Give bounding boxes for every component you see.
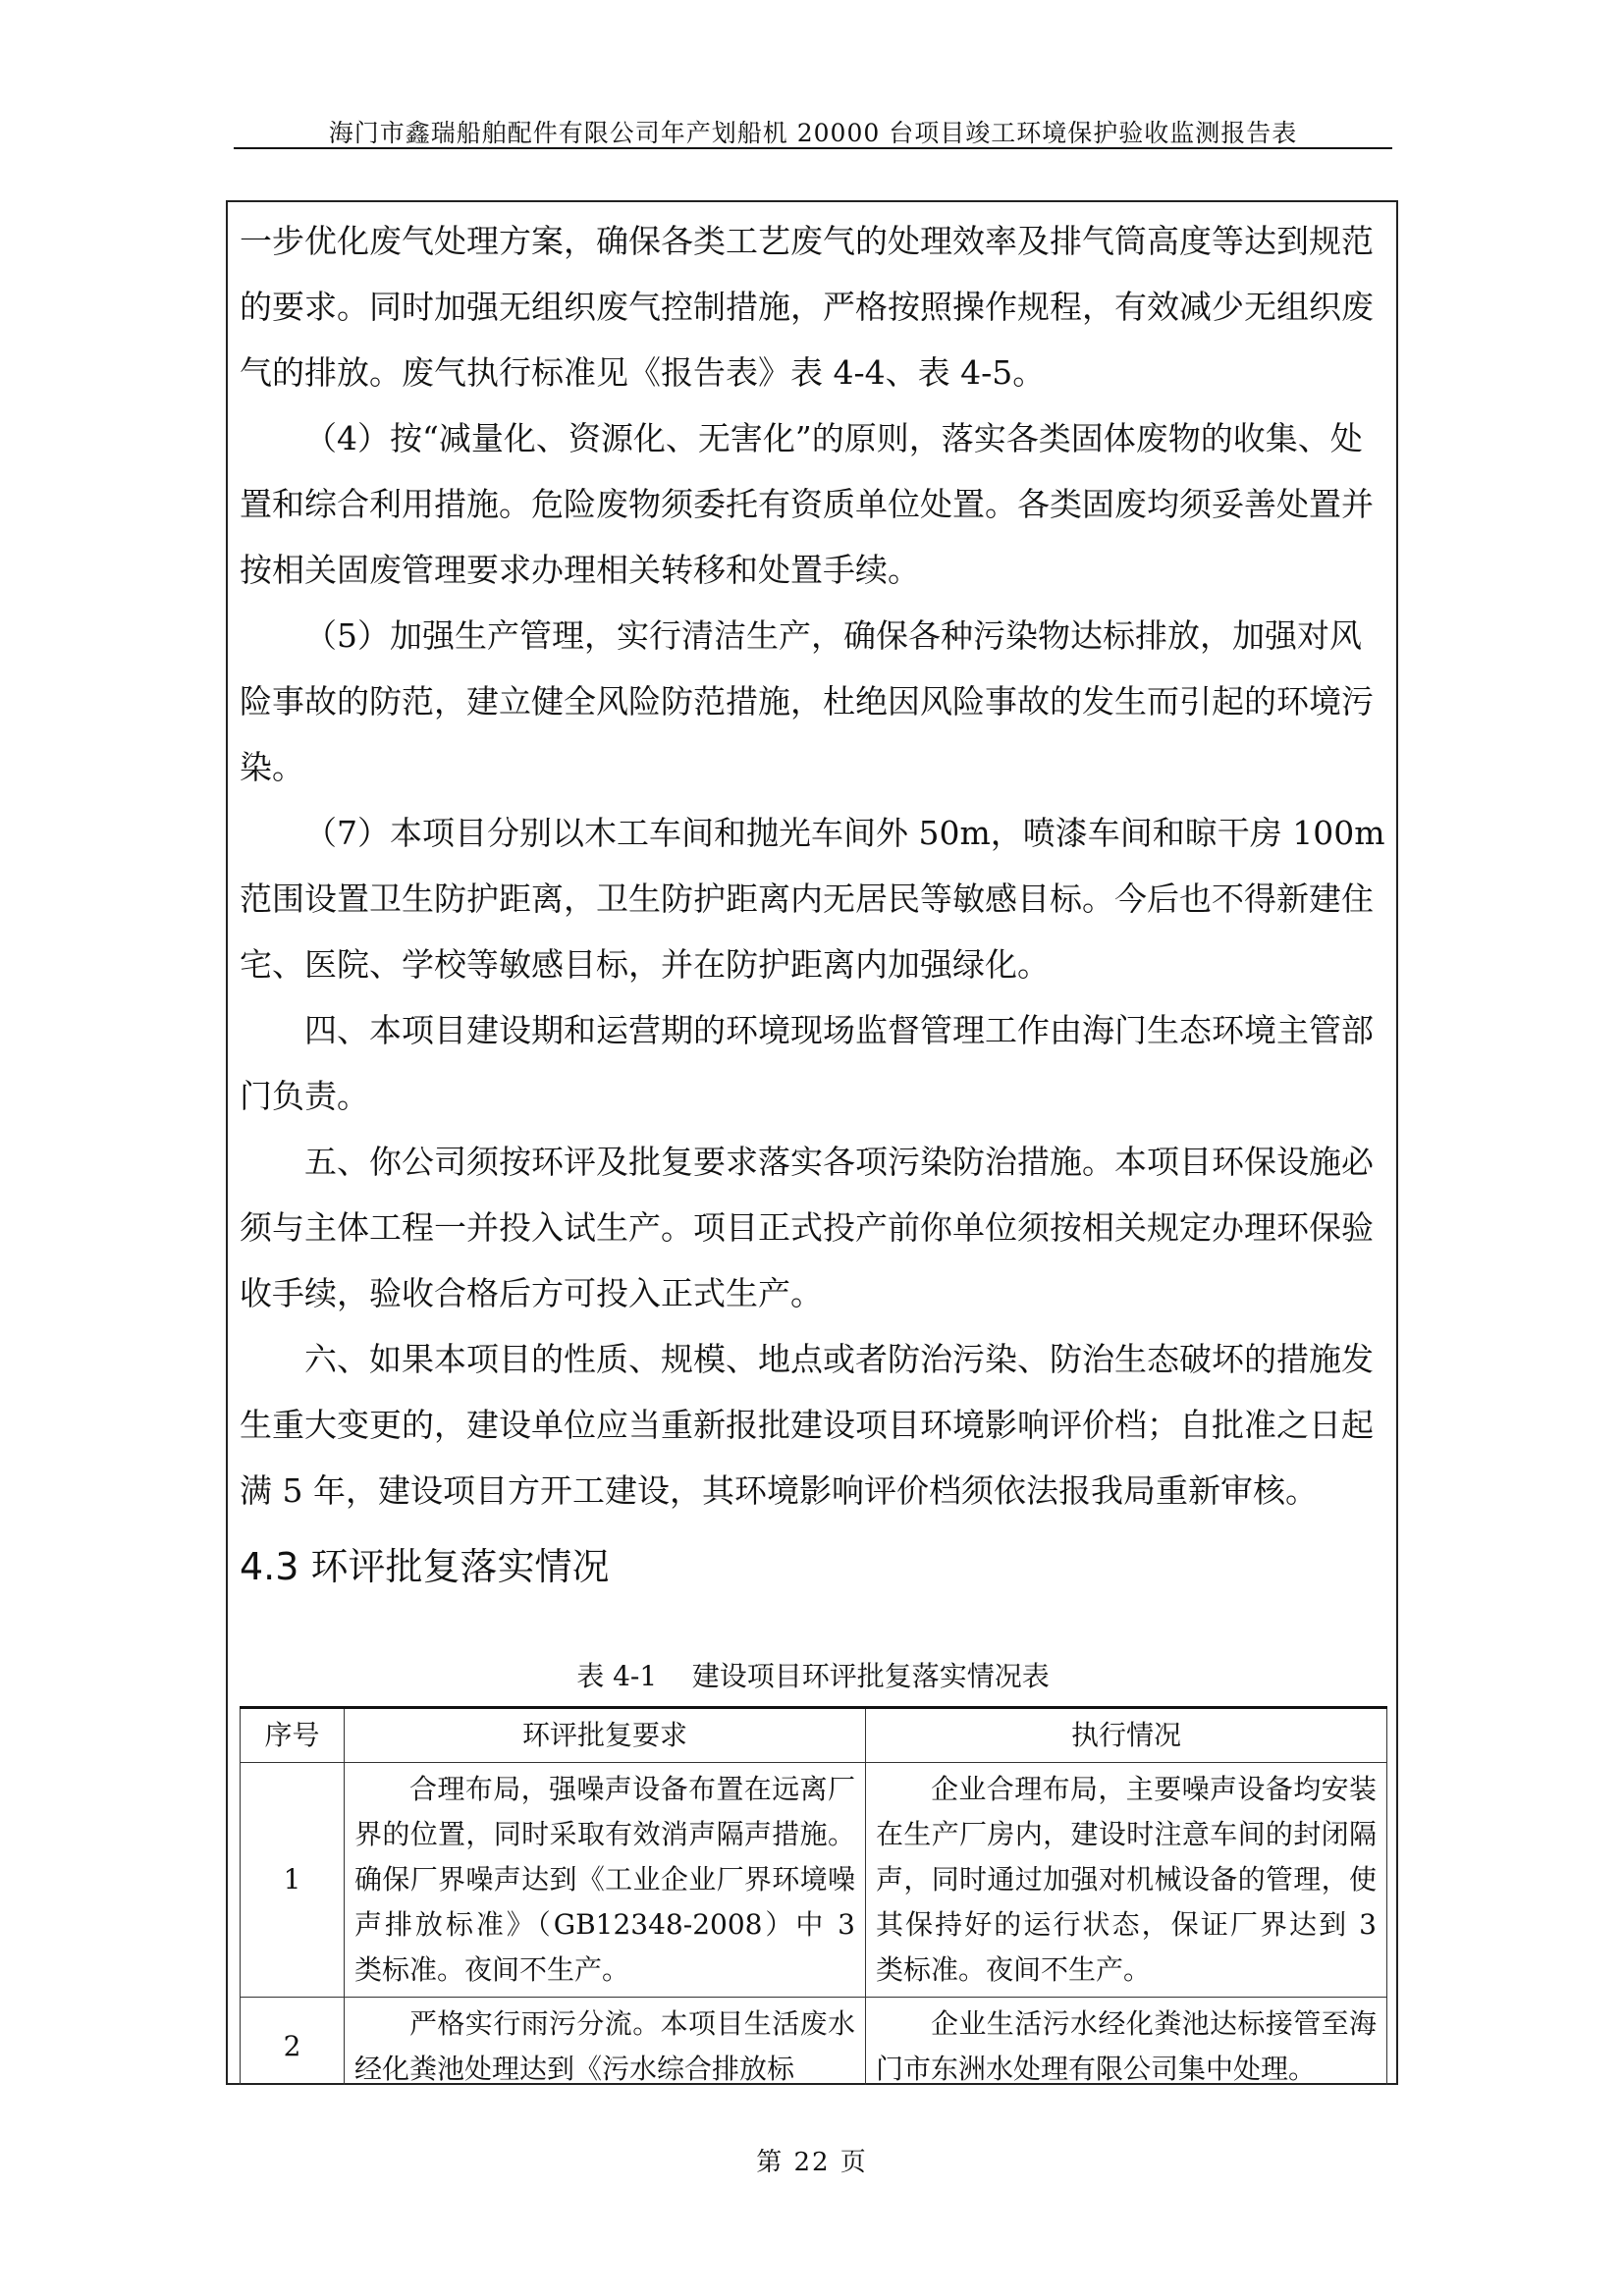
page-header-title: 海门市鑫瑞船舶配件有限公司年产划船机 20000 台项目竣工环境保护验收监测报告表 bbox=[328, 119, 1298, 147]
paragraph-item-7: （7）本项目分别以木工车间和抛光车间外 50m，喷漆车间和晾干房 100m 范围设置卫生防护距离，卫生防护距离内无居民等敏感目标。今后也不得新建住宅、医院、学校等敏感目标，并在防护距离内加强绿化。 bbox=[240, 814, 1385, 984]
section-heading: 4.3 环评批复落实情况 bbox=[240, 1545, 610, 1588]
row-requirement: 合理布局，强噪声设备布置在远离厂界的位置，同时采取有效消声隔声措施。确保厂界噪声达到《工业企业厂界环境噪声排放标准》（GB12348-2008）中 3 类标准。夜间不生产。 bbox=[345, 1763, 866, 1998]
row-status: 企业生活污水经化粪池达标接管至海门市东洲水处理有限公司集中处理。 bbox=[866, 1998, 1387, 2097]
table-caption: 表 4-1 建设项目环评批复落实情况表 bbox=[576, 1660, 1050, 1692]
row-number: 1 bbox=[241, 1763, 345, 1998]
paragraph-section-4: 四、本项目建设期和运营期的环境现场监督管理工作由海门生态环境主管部门负责。 bbox=[240, 1011, 1374, 1115]
row-status: 企业合理布局，主要噪声设备均安装在生产厂房内，建设时注意车间的封闭隔声，同时通过加强对机械设备的管理，使其保持好的运行状态，保证厂界达到 3 类标准。夜间不生产。 bbox=[866, 1763, 1387, 1998]
paragraph-section-5: 五、你公司须按环评及批复要求落实各项污染防治措施。本项目环保设施必须与主体工程一并投入试生产。项目正式投产前你单位须按相关规定办理环保验收手续，验收合格后方可投入正式生产。 bbox=[240, 1143, 1374, 1312]
table-header-row bbox=[241, 1708, 1387, 1763]
paragraph-item-4: （4）按“减量化、资源化、无害化”的原则，落实各类固体废物的收集、处置和综合利用措施。危险废物须委托有资质单位处置。各类固废均须妥善处置并按相关固废管理要求办理相关转移和处置手续。 bbox=[240, 419, 1374, 589]
row-number: 2 bbox=[241, 1998, 345, 2097]
page-bottom-margin bbox=[226, 2085, 1404, 2296]
body-text bbox=[240, 208, 1386, 1523]
header-divider bbox=[234, 147, 1392, 149]
row-requirement: 严格实行雨污分流。本项目生活废水经化粪池处理达到《污水综合排放标 bbox=[345, 1998, 866, 2097]
column-header-no: 序号 bbox=[241, 1708, 345, 1763]
table-row bbox=[241, 1998, 1387, 2097]
approval-implementation-table bbox=[240, 1706, 1387, 2097]
page-number: 第 22 页 bbox=[756, 2148, 868, 2177]
paragraph-section-6: 六、如果本项目的性质、规模、地点或者防治污染、防治生态破坏的措施发生重大变更的，建设单位应当重新报批建设项目环境影响评价档；自批准之日起满 5 年，建设项目方开工建设，其环境影响评价档须依法报我局重新审核。 bbox=[240, 1340, 1374, 1510]
paragraph-continued: 一步优化废气处理方案，确保各类工艺废气的处理效率及排气筒高度等达到规范的要求。同时加强无组织废气控制措施，严格按照操作规程，有效减少无组织废气的排放。废气执行标准见《报告表》表 4-4、表 4-5。 bbox=[240, 222, 1374, 392]
table-row bbox=[241, 1763, 1387, 1998]
column-header-requirement: 环评批复要求 bbox=[345, 1708, 866, 1763]
column-header-status: 执行情况 bbox=[866, 1708, 1387, 1763]
paragraph-item-5: （5）加强生产管理，实行清洁生产，确保各种污染物达标排放，加强对风险事故的防范，建立健全风险防范措施，杜绝因风险事故的发生而引起的环境污染。 bbox=[240, 616, 1374, 786]
